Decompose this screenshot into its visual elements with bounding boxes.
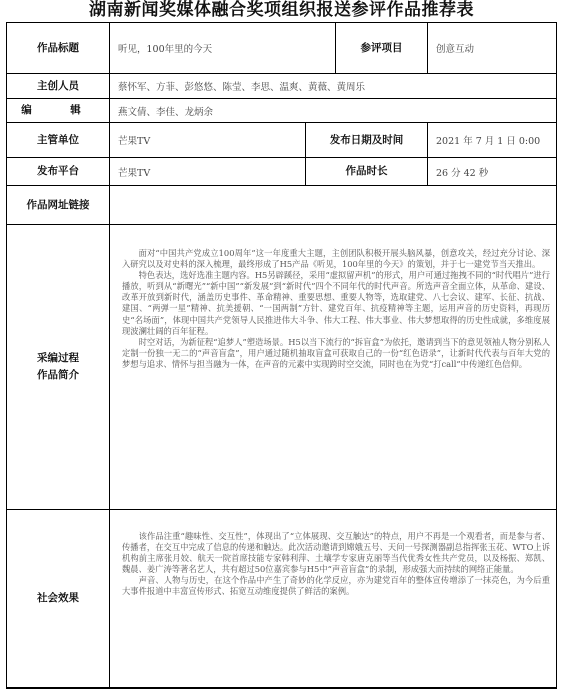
process-label [7,225,110,510]
recommendation-form [6,22,557,689]
platform-value: 芒果TV [110,158,306,186]
effect-label: 社会效果 [7,510,110,688]
work-title-label: 作品标题 [7,23,110,74]
process-paragraph: 面对“中国共产党成立100周年”这一年度重大主题，主创团队积极开展头脑风暴，创意攻关，经过充分讨论、深入研究以及对史料的深入梳理，最终形成了H5产品《听见，100年里的今天》的策划，并于七一建党节当天推出。 [122,248,550,270]
process-content [110,225,557,510]
editors-value: 燕文倩、李佳、龙炳余 [110,99,557,123]
duration-label: 作品时长 [306,158,428,186]
process-label-line1: 采编过程 [37,352,79,364]
category-label: 参评项目 [336,23,428,74]
url-label: 作品网址链接 [7,186,110,225]
process-label-line2: 作品简介 [37,369,79,381]
creators-label: 主创人员 [7,74,110,99]
publish-time-value: 2021 年 7 月 1 日 0:00 [428,123,557,158]
platform-label: 发布平台 [7,158,110,186]
creators-value: 蔡怀军、方菲、彭悠悠、陈莹、李思、温爽、黄薇、黄周乐 [110,74,557,99]
url-value [110,186,557,225]
org-value: 芒果TV [110,123,306,158]
work-title-value: 听见，100年里的今天 [110,23,336,74]
publish-time-label: 发布日期及时间 [306,123,428,158]
category-value: 创意互动 [428,23,557,74]
effect-paragraph: 声音、人物与历史，在这个作品中产生了奇妙的化学反应，亦为建党百年的整体宣传增添了一抹亮色，为今后重大事件报道中丰富宣传形式、拓宽互动维度提供了鲜活的案例。 [122,575,550,597]
process-paragraph: 特色表达，选好选准主题内容。H5另辟蹊径，采用“虚拟留声机”的形式，用户可通过拖拽不同的“时代唱片”进行播放，听到从“新曙光”“新中国”“新发展”到“新时代”四个不同年代的时代声音。所选声音全面立体，从革命、建设、改革开放到新时代，涵盖历史事件、革命精神、重要思想、重要人物等，选取建党、八七会议、建军、长征、抗战、建国、“两弹一星”精神、抗美援朝、“一国两制”方针、建党百年、抗疫精神等主题，运用声音的历史资料，再现历史“名场面”，体现中国共产党领导人民推进伟大斗争、伟大工程、伟大事业、伟大梦想取得的历史性成就，多维度展现波澜壮阔的百年征程。 [122,270,550,336]
effect-content [110,510,557,688]
duration-value: 26 分 42 秒 [428,158,557,186]
effect-paragraph: 该作品注重“趣味性、交互性”，体现出了“立体展现、交互触达”的特点，用户不再是一个观看者，而是参与者、传播者，在交互中完成了信息的传递和触达。此次活动邀请到嫦娥五号、天问一号探测器副总指挥张玉花、WTO上诉机构前主席张月姣、航天一院首席技能专家韩利萍、土壤学专家唐克丽等当代优秀女性共产党员，以及杨振、郑凯、魏晨、姜广涛等著名艺人，共有超过50位嘉宾参与H5中“声音盲盒”的录制，形成强大而持续的网络正能量。 [122,531,550,575]
editors-label [7,99,110,123]
editors-label-text: 编 辑 [21,104,95,116]
page-title: 湖南新闻奖媒体融合奖项组织报送参评作品推荐表 [89,0,474,20]
org-label: 主管单位 [7,123,110,158]
process-paragraph: 时空对话，为新征程“追梦人”塑造场景。H5以当下流行的“拆盲盒”为依托，邀请到当下的意见领袖人物分别私人定制一份独一无二的“声音盲盒”，用户通过随机抽取盲盒可获取自己的一份“红色语录”，让新时代代表与百年大党的梦想与追求、情怀与担当融为一体，在声音的元素中实现跨时空交流，同时也在为党“打call”中传递红色信仰。 [122,336,550,369]
